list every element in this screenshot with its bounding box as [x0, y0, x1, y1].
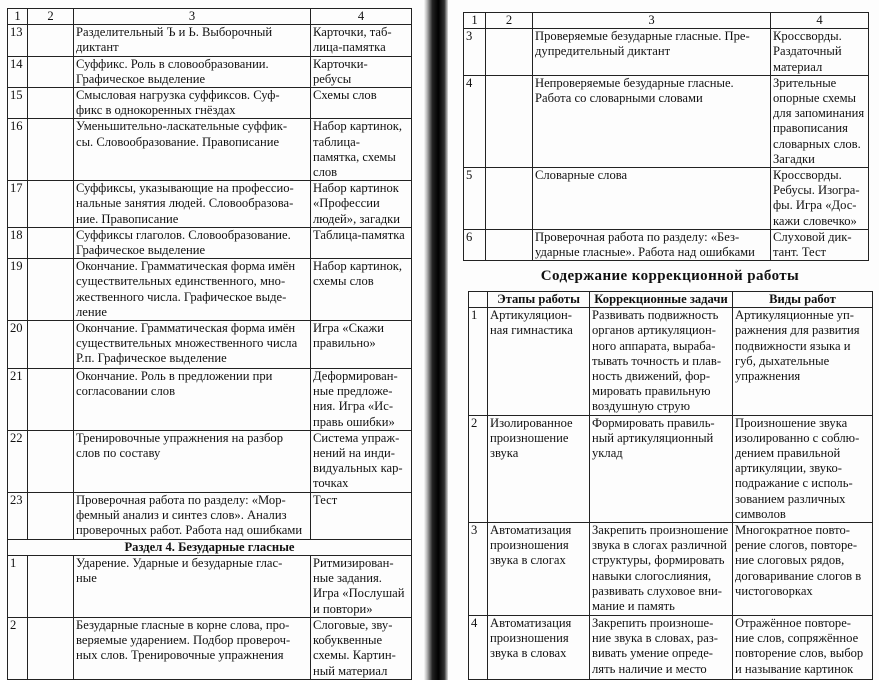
lesson-materials: Схемы слов	[311, 88, 412, 119]
lesson-topic: Словарные слова	[533, 168, 771, 230]
header-col-4: 4	[311, 9, 412, 25]
header-number	[469, 292, 488, 308]
table-row	[8, 259, 412, 321]
lesson-number: 5	[464, 168, 486, 230]
lesson-hours-cell	[486, 230, 533, 261]
table-row	[8, 556, 412, 618]
lesson-materials: Набор картинок, таблица- памятка, схемы слов	[311, 119, 412, 181]
lesson-number: 4	[464, 75, 486, 167]
lesson-topic: Непроверяемые безударные гласные. Работа со словарными словами	[533, 75, 771, 167]
lesson-hours-cell	[28, 492, 74, 539]
lesson-topic: Ударение. Ударные и безударные глас- ные	[74, 556, 311, 618]
work-types: Многократное повто- рение слогов, повторе- ние слоговых рядов, договаривание слогов в чистоговорках	[733, 523, 873, 616]
header-col-3: 3	[74, 9, 311, 25]
correction-tasks: Формировать правиль- ный артикуляционный уклад	[590, 415, 733, 522]
lesson-number: 6	[464, 230, 486, 261]
lesson-hours-cell	[28, 321, 74, 369]
table-row	[469, 415, 873, 522]
lesson-hours-cell	[486, 168, 533, 230]
work-types: Артикуляционные уп- ражнения для развития подвижности языка и губ, дыхательные упражнения	[733, 308, 873, 415]
lesson-number: 17	[8, 181, 28, 228]
lesson-materials: Кроссворды. Ребусы. Изогра- фы. Игра «Дос- кажи словечко»	[771, 168, 869, 230]
header-col-2: 2	[28, 9, 74, 25]
header-col-3: 3	[533, 13, 771, 29]
table-row	[8, 56, 412, 87]
stage-name: Изолированное произношение звука	[488, 415, 590, 522]
table-row	[464, 75, 869, 167]
lesson-topic: Безударные гласные в корне слова, про- веряемые ударением. Подбор провероч- ных слов. Тренировочные упражнения	[74, 618, 311, 680]
stage-number: 3	[469, 523, 488, 616]
lesson-hours-cell	[486, 75, 533, 167]
stage-number: 4	[469, 616, 488, 680]
table-row	[464, 168, 869, 230]
table-row	[8, 181, 412, 228]
lesson-hours-cell	[28, 25, 74, 56]
table-row	[8, 25, 412, 56]
lesson-topic: Суффикс. Роль в словообразовании. Графическое выделение	[74, 56, 311, 87]
table-row	[464, 29, 869, 76]
table-header-row	[8, 9, 412, 25]
work-types: Произношение звука изолированно с соблю- дением правильной артикуляции, звуко- подражание с исполь- зованием различных символов	[733, 415, 873, 522]
table-row	[8, 88, 412, 119]
lesson-materials: Набор картинок «Профессии людей», загадки	[311, 181, 412, 228]
lesson-materials: Набор картинок, схемы слов	[311, 259, 412, 321]
lesson-topic: Смысловая нагрузка суффиксов. Суф- фикс в однокоренных гнёздах	[74, 88, 311, 119]
header-tasks: Коррекционные задачи	[590, 292, 733, 308]
stage-name: Артикуляцион- ная гимнастика	[488, 308, 590, 415]
lesson-number: 18	[8, 227, 28, 258]
lesson-hours-cell	[28, 181, 74, 228]
lesson-topic: Окончание. Грамматическая форма имён существительных множественного числа Р.п. Графическое выделение	[74, 321, 311, 369]
lesson-materials: Карточки, таб- лица-памятка	[311, 25, 412, 56]
lesson-topic: Проверочная работа по разделу: «Мор- фемный анализ и синтез слов». Анализ проверочных работ. Работа над ошибками	[74, 492, 311, 539]
header-stages: Этапы работы	[488, 292, 590, 308]
lesson-topic: Окончание. Грамматическая форма имён существительных единственного, мно- жественного числа. Графическое выде- ление	[74, 259, 311, 321]
table-header-row	[464, 13, 869, 29]
lesson-hours-cell	[28, 618, 74, 680]
correction-tasks: Развивать подвижность органов артикуляцион- ного аппарата, выраба- тывать точность и плав- ность движений, фор- мировать правильную воздушную струю	[590, 308, 733, 415]
stage-number: 1	[469, 308, 488, 415]
right-lesson-table	[463, 12, 869, 261]
lesson-hours-cell	[486, 29, 533, 76]
table-row	[464, 230, 869, 261]
lesson-hours-cell	[28, 430, 74, 492]
header-col-1: 1	[8, 9, 28, 25]
lesson-topic: Уменьшительно-ласкательные суффик- сы. Словообразование. Правописание	[74, 119, 311, 181]
lesson-hours-cell	[28, 56, 74, 87]
lesson-number: 19	[8, 259, 28, 321]
stage-number: 2	[469, 415, 488, 522]
lesson-hours-cell	[28, 556, 74, 618]
header-col-4: 4	[771, 13, 869, 29]
lesson-topic: Проверочная работа по разделу: «Без- ударные гласные». Работа над ошибками	[533, 230, 771, 261]
table-row	[469, 523, 873, 616]
lesson-hours-cell	[28, 227, 74, 258]
table-row	[8, 618, 412, 680]
table-row	[8, 369, 412, 431]
lesson-number: 22	[8, 430, 28, 492]
correction-tasks: Закрепить произношение звука в слогах различной структуры, формировать навыки слогослияния, развивать слуховое вни- мание и память	[590, 523, 733, 616]
lesson-materials: Ритмизирован- ные задания. Игра «Послушай и повтори»	[311, 556, 412, 618]
lesson-number: 2	[8, 618, 28, 680]
lesson-materials: Деформирован- ные предложе- ния. Игра «Ис- правь ошибки»	[311, 369, 412, 431]
lesson-hours-cell	[28, 88, 74, 119]
table-row	[469, 616, 873, 680]
header-work-types: Виды работ	[733, 292, 873, 308]
section-title: Содержание коррекционной работы	[540, 268, 800, 284]
header-col-2: 2	[486, 13, 533, 29]
lesson-number: 23	[8, 492, 28, 539]
lesson-materials: Карточки- ребусы	[311, 56, 412, 87]
table-row	[8, 321, 412, 369]
lesson-hours-cell	[28, 259, 74, 321]
lesson-topic: Тренировочные упражнения на разбор слов по составу	[74, 430, 311, 492]
lesson-materials: Игра «Скажи правильно»	[311, 321, 412, 369]
lesson-materials: Тест	[311, 492, 412, 539]
table-row	[8, 430, 412, 492]
correction-work-table	[468, 291, 873, 680]
lesson-number: 13	[8, 25, 28, 56]
lesson-number: 15	[8, 88, 28, 119]
lesson-materials: Система упраж- нений на инди- видуальных кар- точках	[311, 430, 412, 492]
lesson-topic: Окончание. Роль в предложении при согласовании слов	[74, 369, 311, 431]
lesson-number: 16	[8, 119, 28, 181]
lesson-number: 3	[464, 29, 486, 76]
left-lesson-table	[7, 8, 412, 680]
table-header-row	[469, 292, 873, 308]
book-spine	[424, 0, 448, 680]
lesson-number: 1	[8, 556, 28, 618]
lesson-materials: Слоговые, зву- кобуквенные схемы. Картин- ный материал	[311, 618, 412, 680]
table-row	[469, 308, 873, 415]
lesson-number: 14	[8, 56, 28, 87]
header-col-1: 1	[464, 13, 486, 29]
correction-tasks: Закрепить произноше- ние звука в словах, раз- вивать умение опреде- лять наличие и место	[590, 616, 733, 680]
lesson-hours-cell	[28, 119, 74, 181]
lesson-topic: Суффиксы, указывающие на профессио- нальные занятия людей. Словообразова- ние. Правописание	[74, 181, 311, 228]
lesson-topic: Разделительный Ъ и Ь. Выборочный диктант	[74, 25, 311, 56]
lesson-number: 20	[8, 321, 28, 369]
lesson-topic: Проверяемые безударные гласные. Пре- дупредительный диктант	[533, 29, 771, 76]
table-row	[8, 227, 412, 258]
table-row	[8, 119, 412, 181]
section-row	[8, 539, 412, 555]
stage-name: Автоматизация произношения звука в словах	[488, 616, 590, 680]
lesson-number: 21	[8, 369, 28, 431]
lesson-materials: Слуховой дик- тант. Тест	[771, 230, 869, 261]
section-heading: Раздел 4. Безударные гласные	[8, 539, 412, 555]
lesson-materials: Кроссворды. Раздаточный материал	[771, 29, 869, 76]
lesson-hours-cell	[28, 369, 74, 431]
stage-name: Автоматизация произношения звука в слогах	[488, 523, 590, 616]
lesson-topic: Суффиксы глаголов. Словообразование. Графическое выделение	[74, 227, 311, 258]
work-types: Отражённое повторе- ние слов, сопряжённое повторение слов, выбор и называние картинок	[733, 616, 873, 680]
lesson-materials: Зрительные опорные схемы для запоминания правописания словарных слов. Загадки	[771, 75, 869, 167]
table-row	[8, 492, 412, 539]
lesson-materials: Таблица-памятка	[311, 227, 412, 258]
